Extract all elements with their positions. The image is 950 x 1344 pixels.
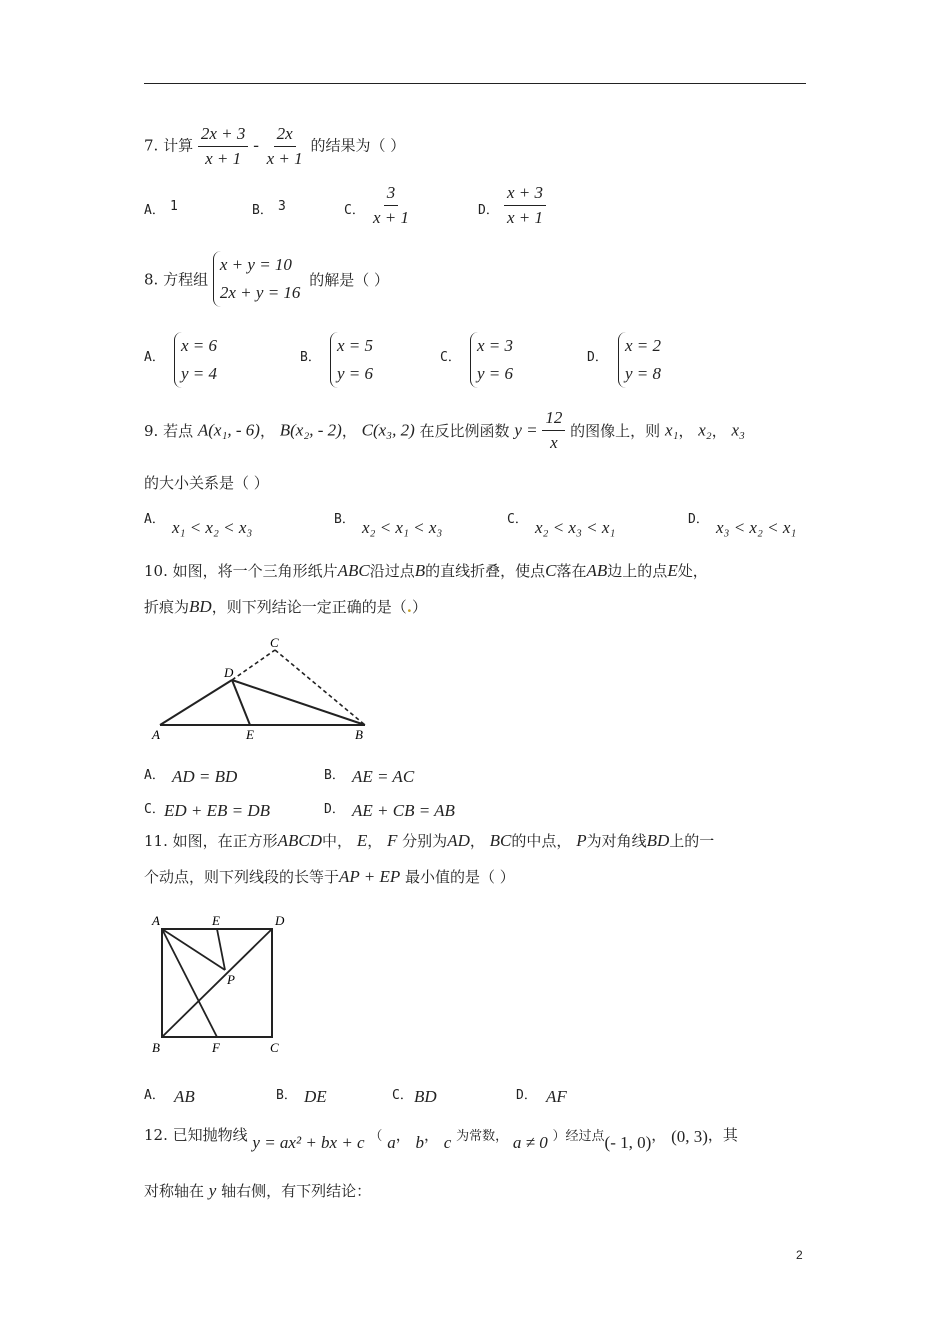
q10-label-b: B xyxy=(355,727,363,742)
q9-option-d: x₃ < x₂ < x₁ xyxy=(716,518,797,537)
q9-option-c: x₂ < x₃ < x₁ xyxy=(535,518,616,537)
q8-system: x + y = 10 2x + y = 16 xyxy=(213,251,301,307)
q7-lead: 7. 计算 xyxy=(144,136,194,155)
question-10-line-2: 折痕为BD，则下列结论一定正确的是（.） xyxy=(144,597,427,616)
q8-option-b-label: B． xyxy=(300,350,321,365)
question-11-line-2: 个动点，则下列线段的长等于AP + EP 最小值的是（ ） xyxy=(144,867,515,886)
q9-options: A． x₁ < x₂ < x₃ B． x₂ < x₁ < x₃ C． x₂ < x₃ < x₁ D． x₃ < x₂ < x₁ xyxy=(144,512,797,537)
q8-option-c: x = 3 y = 6 xyxy=(470,332,513,388)
question-7 xyxy=(144,124,405,169)
question-11-line-1: 11. 如图，在正方形ABCD中， E， F 分别为AD， BC的中点， P为对角线BD上的一 xyxy=(144,831,715,850)
q8-option-b: x = 5 y = 6 xyxy=(330,332,373,388)
q7-option-c: $\frac{3}{x + 1}$ xyxy=(373,183,410,227)
question-9: 9. 若点 A(x₁, - 6)， B(x₂, - 2)， C(x₃, 2) 在反比例函数 y = $\frac{12}{x}$ 的图像上，则 x₁， x₂， x₃ xyxy=(144,408,745,452)
q11-label-e: E xyxy=(212,913,220,928)
q11-label-d: D xyxy=(275,913,285,928)
q8-option-d-label: D． xyxy=(587,350,608,365)
q9-option-a: x₁ < x₂ < x₃ xyxy=(172,518,253,537)
q10-label-c: C xyxy=(270,635,279,650)
q10-segment-cb xyxy=(275,650,365,725)
q10-option-a: AD = BD xyxy=(172,767,238,786)
q11-option-a: AB xyxy=(174,1087,195,1106)
q10-label-e: E xyxy=(246,727,254,742)
q7-option-a: 1 xyxy=(170,199,178,214)
q11-label-b: B xyxy=(152,1040,160,1055)
q11-diagonal-bd xyxy=(162,929,272,1037)
q11-label-c: C xyxy=(270,1040,279,1055)
q10-label-d: D xyxy=(224,665,234,680)
q10-segment-dc xyxy=(232,650,275,680)
q10-triangle-figure xyxy=(150,635,380,747)
q11-option-b: DE xyxy=(304,1087,327,1106)
q7-option-b-label: B． xyxy=(252,203,273,218)
q11-square-figure xyxy=(148,910,293,1058)
q11-label-f: F xyxy=(212,1040,220,1055)
q7-option-b: 3 xyxy=(278,199,286,214)
page-number: 2 xyxy=(796,1248,803,1262)
q11-segment-af xyxy=(162,929,217,1037)
q8-option-d: x = 2 y = 8 xyxy=(618,332,661,388)
q10-options: A． AD = BD B． AE = AC C． ED + EB = DB D． AE + CB = AB xyxy=(144,767,455,820)
q9-lead: 9. 若点 xyxy=(144,422,194,440)
q7-option-a-label: A． xyxy=(144,203,165,218)
q9-point-a: A(x₁, - 6) xyxy=(197,420,260,440)
q12-point-2: (0, 3) xyxy=(671,1127,708,1146)
question-8 xyxy=(144,251,389,307)
q10-option-d: AE + CB = AB xyxy=(352,801,455,820)
q8-option-a: x = 6 y = 4 xyxy=(174,332,217,388)
q9-line-2: 的大小关系是（ ） xyxy=(144,474,269,492)
q8-option-c-label: C． xyxy=(440,350,461,365)
q7-tail: 的结果为（ ） xyxy=(310,136,406,155)
q11-options: A． AB B． DE C． BD D． AF xyxy=(144,1087,567,1106)
q10-segment-db xyxy=(232,680,365,725)
q8-option-a-label: A． xyxy=(144,350,165,365)
q7-option-d-label: D． xyxy=(478,203,499,218)
q7-minus: - xyxy=(253,135,259,155)
q11-label-a: A xyxy=(152,913,160,928)
q9-point-c: C(x₃, 2) xyxy=(361,420,415,440)
q8-tail: 的解是（ ） xyxy=(309,270,389,289)
q10-option-c: ED + EB = DB xyxy=(164,801,271,820)
q9-point-b: B(x₂, - 2) xyxy=(279,420,342,440)
q12-parabola-equation: y = ax² + bx + c xyxy=(252,1133,365,1152)
q7-option-c-label: C． xyxy=(344,203,365,218)
q7-fraction-2: $\frac{2x}{x + 1}$ xyxy=(266,124,303,168)
q10-dot-mark: . xyxy=(406,598,412,616)
q7-option-d: $\frac{x + 3}{x + 1}$ xyxy=(504,183,546,228)
q9-option-b: x₂ < x₁ < x₃ xyxy=(362,518,443,537)
q7-fraction-1: $\frac{2x + 3}{x + 1}$ xyxy=(198,124,249,169)
q11-option-d: AF xyxy=(546,1087,567,1106)
q11-option-c: BD xyxy=(414,1087,437,1106)
question-12-line-2: 对称轴在 y 轴右侧，有下列结论： xyxy=(144,1181,372,1200)
q10-segment-de xyxy=(232,680,250,725)
q11-label-p: P xyxy=(227,972,235,987)
question-12-line-1: 12. 已知抛物线 y = ax² + bx + c （ a， b， c 为常数， a ≠ 0 ）经过点(- 1, 0)， (0, 3)，其 xyxy=(144,1126,738,1152)
q9-function-lhs: y = xyxy=(514,420,538,440)
q12-point-1: (- 1, 0) xyxy=(604,1133,652,1152)
question-10-line-1: 10. 如图，将一个三角形纸片ABC沿过点B的直线折叠，使点C落在AB边上的点E处， xyxy=(144,561,708,580)
header-rule xyxy=(144,83,806,84)
q10-segment-ad xyxy=(160,680,232,725)
q11-segment-ep xyxy=(217,929,225,970)
q10-option-b: AE = AC xyxy=(352,767,415,786)
q8-lead: 8. 方程组 xyxy=(144,270,209,289)
q9-function-fraction: $\frac{12}{x}$ xyxy=(542,408,565,453)
q10-label-a: A xyxy=(152,727,160,742)
